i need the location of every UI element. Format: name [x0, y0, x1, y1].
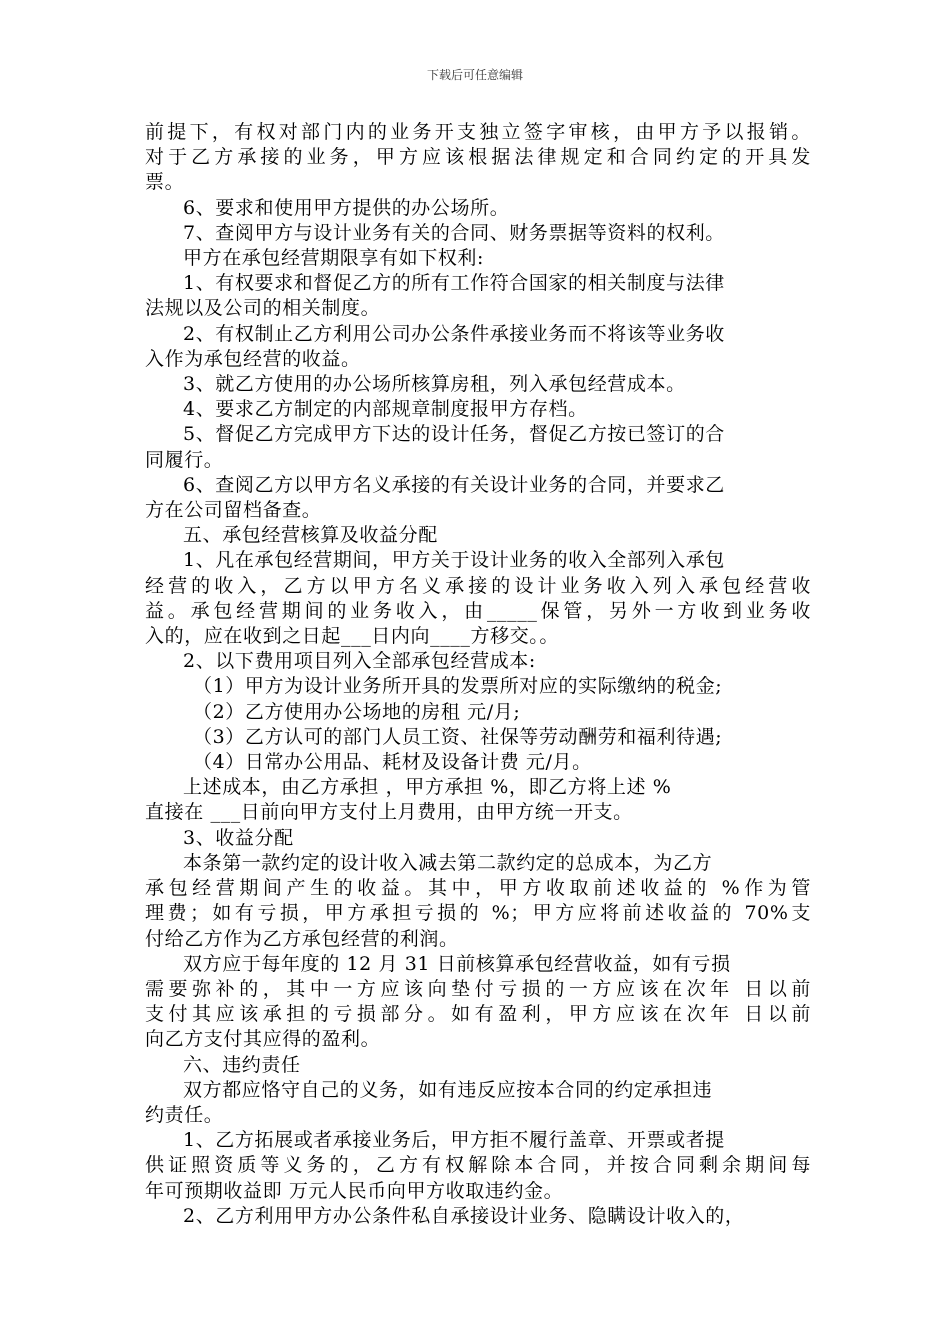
paragraph-line: 2、乙方利用甲方办公条件私自承接设计业务、隐瞒设计收入的，	[183, 1204, 745, 1227]
paragraph-line: 入作为承包经营的收益。	[145, 347, 361, 370]
paragraph-line: 向乙方支付其应得的盈利。	[145, 1028, 381, 1051]
paragraph-line: （1）甲方为设计业务所开具的发票所对应的实际缴纳的税金;	[193, 675, 723, 698]
paragraph-line: 入的，应在收到之日起___日内向____方移交。。	[145, 625, 560, 648]
paragraph-line: 前提下，有权对部门内的业务开支独立签字审核，由甲方予以报销。	[145, 121, 811, 143]
paragraph-line: 承包经营期间产生的收益。其中，甲方收取前述收益的 %作为管	[145, 877, 811, 900]
paragraph-line: 3、收益分配	[183, 826, 294, 849]
paragraph-line: 五、承包经营核算及收益分配	[183, 524, 438, 547]
paragraph-line: 票。	[145, 171, 185, 194]
paragraph-line: 方在公司留档备查。	[145, 499, 322, 522]
paragraph-line: 同履行。	[145, 448, 224, 471]
paragraph-line: 供证照资质等义务的，乙方有权解除本合同，并按合同剩余期间每	[145, 1154, 811, 1177]
paragraph-line: 经营的收入，乙方以甲方名义承接的设计业务收入列入承包经营收	[145, 574, 811, 597]
paragraph-line: 2、有权制止乙方利用公司办公条件承接业务而不将该等业务收	[183, 322, 725, 345]
paragraph-line: （4）日常办公用品、耗材及设备计费 元/月。	[193, 751, 592, 774]
paragraph-line: 1、有权要求和督促乙方的所有工作符合国家的相关制度与法律	[183, 272, 725, 295]
paragraph-line: 益。承包经营期间的业务收入，由_____保管，另外一方收到业务收	[145, 599, 811, 622]
paragraph-line: 3、就乙方使用的办公场所核算房租，列入承包经营成本。	[183, 373, 686, 396]
paragraph-line: 1、乙方拓展或者承接业务后，甲方拒不履行盖章、开票或者提	[183, 1129, 725, 1152]
paragraph-line: 甲方在承包经营期限享有如下权利:	[183, 247, 485, 270]
paragraph-line: （2）乙方使用办公场地的房租 元/月;	[193, 700, 521, 723]
paragraph-line: （3）乙方认可的部门人员工资、社保等劳动酬劳和福利待遇;	[193, 725, 723, 748]
paragraph-line: 双方应于每年度的 12 月 31 日前核算承包经营收益，如有亏损	[183, 952, 731, 975]
page-header: 下载后可任意编辑	[426, 68, 523, 82]
paragraph-line: 5、督促乙方完成甲方下达的设计任务，督促乙方按已签订的合	[183, 423, 725, 446]
paragraph-line: 上述成本，由乙方承担 ，甲方承担 %，即乙方将上述 %	[183, 776, 672, 799]
paragraph-line: 1、凡在承包经营期间，甲方关于设计业务的收入全部列入承包	[183, 549, 725, 572]
paragraph-line: 4、要求乙方制定的内部规章制度报甲方存档。	[183, 398, 588, 421]
paragraph-line: 本条第一款约定的设计收入减去第二款约定的总成本，为乙方	[183, 851, 713, 874]
paragraph-line: 2、以下费用项目列入全部承包经营成本:	[183, 650, 536, 673]
paragraph-line: 六、违约责任	[183, 1053, 301, 1076]
paragraph-line: 法规以及公司的相关制度。	[145, 297, 381, 320]
paragraph-line: 双方都应恪守自己的义务，如有违反应按本合同的约定承担违	[183, 1078, 713, 1101]
paragraph-line: 6、查阅乙方以甲方名义承接的有关设计业务的合同，并要求乙	[183, 473, 725, 496]
document-body	[145, 120, 811, 1229]
paragraph-line: 付给乙方作为乙方承包经营的利润。	[145, 927, 459, 950]
paragraph-line: 7、查阅甲方与设计业务有关的合同、财务票据等资料的权利。	[183, 221, 725, 244]
paragraph-line: 年可预期收益即 万元人民币向甲方收取违约金。	[145, 1179, 564, 1202]
paragraph-line: 需要弥补的，其中一方应该向垫付亏损的一方应该在次年 日以前	[145, 977, 811, 1000]
paragraph-line: 6、要求和使用甲方提供的办公场所。	[183, 196, 510, 219]
paragraph-line: 约责任。	[145, 1103, 224, 1126]
paragraph-line: 直接在 ___日前向甲方支付上月费用，由甲方统一开支。	[145, 801, 633, 824]
paragraph-line: 理费；如有亏损，甲方承担亏损的 %；甲方应将前述收益的 70%支	[145, 902, 811, 925]
paragraph-line: 对于乙方承接的业务，甲方应该根据法律规定和合同约定的开具发	[145, 146, 811, 169]
paragraph-line: 支付其应该承担的亏损部分。如有盈利，甲方应该在次年 日以前	[145, 1003, 811, 1026]
